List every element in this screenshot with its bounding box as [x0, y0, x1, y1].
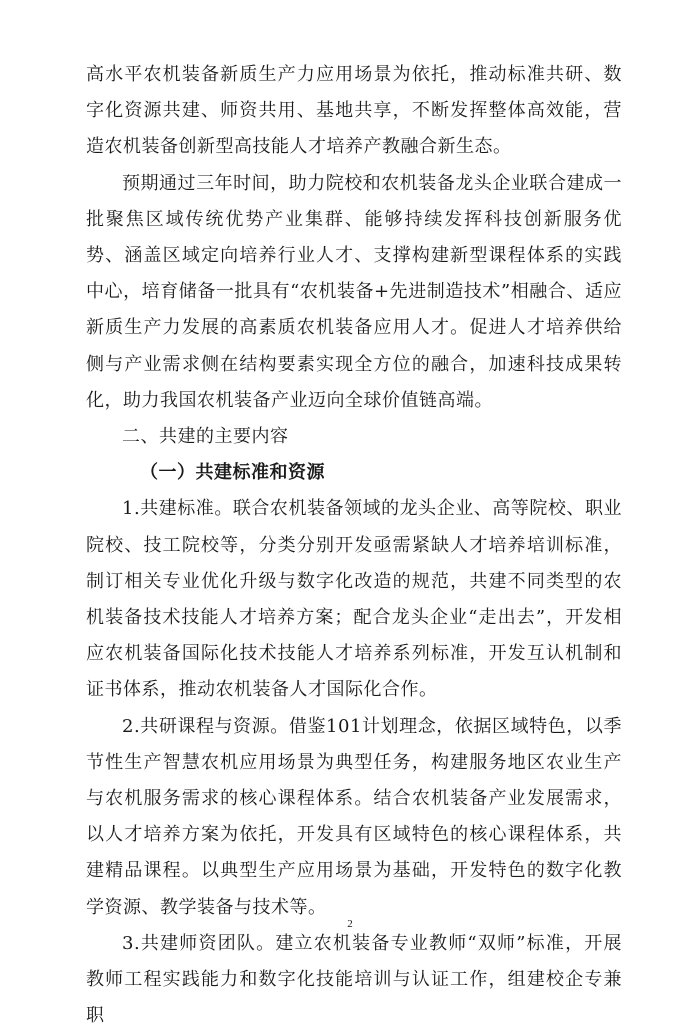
page-number: 2 — [347, 918, 353, 930]
paragraph-continuation: 高水平农机装备新质生产力应用场景为依托，推动标准共研、数字化资源共建、师资共用、基地共享，不断发挥整体高效能，营造农机装备创新型高技能人才培养产教融合新生态。 — [86, 64, 622, 158]
body-text — [86, 57, 622, 1034]
list-item-courses-resources: 2.共研课程与资源。借鉴101计划理念，依据区域特色，以季节性生产智慧农机应用场景为典型任务，构建服务地区农业生产与农机服务需求的核心课程体系。结合农机装备产业发展需求，以人才培养方案为依托，开发具有区域特色的核心课程体系，共建精品课程。以典型生产应用场景为基础，开发特色的数字化教学资源、教学装备与技术等。 — [86, 715, 622, 918]
paragraph-expected-outcomes: 预期通过三年时间，助力院校和农机装备龙头企业联合建成一批聚焦区域传统优势产业集群、能够持续发挥科技创新服务优势、涵盖区域定向培养行业人才、支撑构建新型课程体系的实践中心，培育储备一批具有“农机装备+先进制造技术”相融合、适应新质生产力发展的高素质农机装备应用人才。促进人才培养供给侧与产业需求侧在结构要素实现全方位的融合，加速科技成果转化，助力我国农机装备产业迈向全球价值链高端。 — [86, 172, 622, 411]
list-item-teaching-team: 3.共建师资团队。建立农机装备专业教师“双师”标准，开展教师工程实践能力和数字化技能培训与认证工作，组建校企专兼职 — [86, 932, 622, 1027]
subsection-heading: （一）共建标准和资源 — [140, 462, 325, 484]
section-heading: 二、共建的主要内容 — [122, 426, 289, 448]
list-item-standards: 1.共建标准。联合农机装备领域的龙头企业、高等院校、职业院校、技工院校等，分类分别开发亟需紧缺人才培养培训标准，制订相关专业优化升级与数字化改造的规范，共建不同类型的农机装备技术技能人才培养方案；配合龙头企业“走出去”，开发相应农机装备国际化技术技能人才培养系列标准，开发互认机制和证书体系，推动农机装备人才国际化合作。 — [86, 498, 622, 701]
